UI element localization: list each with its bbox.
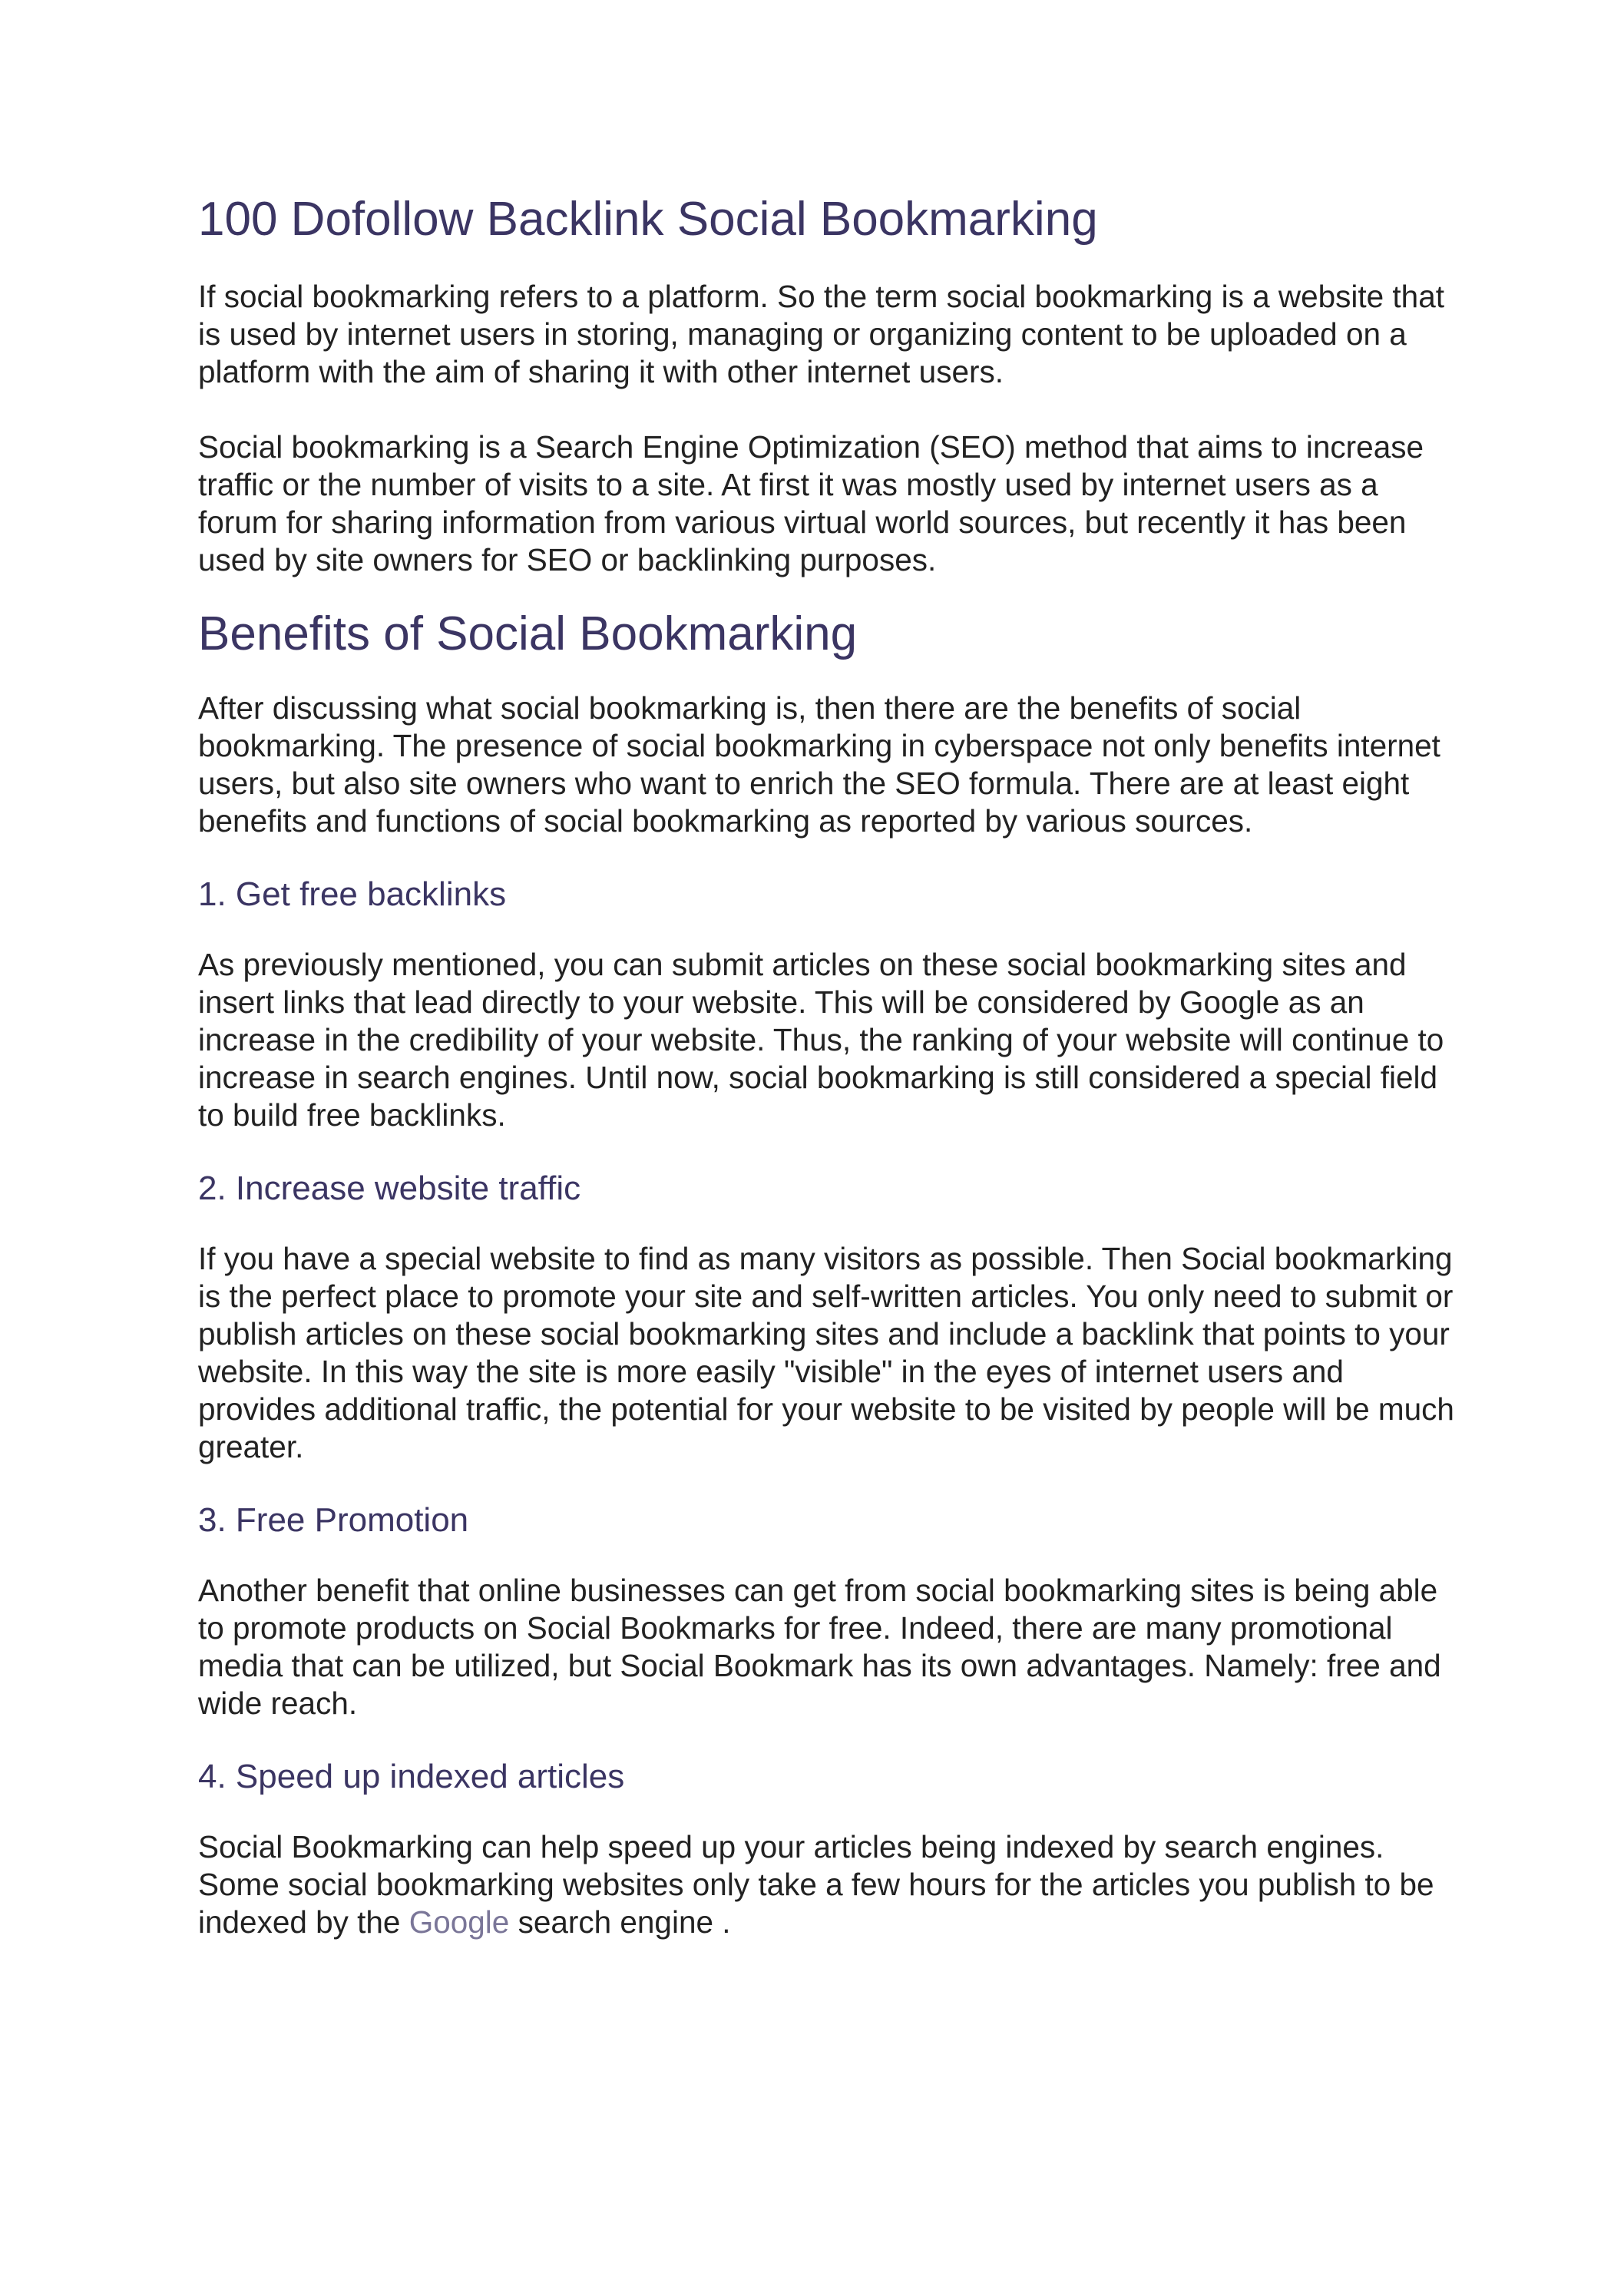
benefit-1-paragraph: As previously mentioned, you can submit articles on these social bookmarking sites and insert links that lead directly to your website. This will be considered by Google as an increase in the credibility of your website. Thus, the ranking of your website will continue to increase in search engines. Until now, social bookmarking is still considered a special field to build free backlinks.	[198, 947, 1444, 1133]
benefit-1-heading: 1. Get free backlinks	[198, 875, 507, 913]
intro-paragraph-2: Social bookmarking is a Search Engine Optimization (SEO) method that aims to increase traffic or the number of visits to a site. At first it was mostly used by internet users as a forum for sharing information from various virtual world sources, but recently it has been used by site owners for SEO or backlinking purposes.	[198, 429, 1424, 577]
benefit-4-text-after-link: search engine .	[509, 1904, 731, 1940]
benefit-2-paragraph: If you have a special website to find as many visitors as possible. Then Social bookmarking is the perfect place to promote your site and self-written articles. You only need to submit or publish articles on these social bookmarking sites and include a backlink that points to your website. In this way the site is more easily "visible" in the eyes of internet users and provides additional traffic, the potential for your website to be visited by people will be much greater.	[198, 1241, 1454, 1464]
benefits-intro-paragraph: After discussing what social bookmarking is, then there are the benefits of social bookmarking. The presence of social bookmarking in cyberspace not only benefits internet users, but also site owners who want to enrich the SEO formula. There are at least eight benefits and functions of social bookmarking as reported by various sources.	[198, 690, 1440, 839]
benefits-heading: Benefits of Social Bookmarking	[198, 607, 858, 660]
benefit-3-heading: 3. Free Promotion	[198, 1501, 469, 1539]
google-link[interactable]: Google	[408, 1904, 510, 1940]
page-title: 100 Dofollow Backlink Social Bookmarking	[198, 193, 1098, 246]
benefit-4-paragraph	[198, 1828, 1457, 1941]
benefit-4-text-before-link: Social Bookmarking can help speed up your articles being indexed by search engines. Some social bookmarking websites only take a few hours for the articles you publish to be indexed by the	[198, 1829, 1434, 1940]
document-page	[198, 192, 1457, 1947]
benefit-4-heading: 4. Speed up indexed articles	[198, 1758, 625, 1795]
benefit-3-paragraph: Another benefit that online businesses can get from social bookmarking sites is being able to promote products on Social Bookmarks for free. Indeed, there are many promotional media that can be utilized, but Social Bookmark has its own advantages. Namely: free and wide reach.	[198, 1573, 1441, 1721]
benefit-2-heading: 2. Increase website traffic	[198, 1170, 581, 1207]
intro-paragraph-1: If social bookmarking refers to a platform. So the term social bookmarking is a website that is used by internet users in storing, managing or organizing content to be uploaded on a platform with the aim of sharing it with other internet users.	[198, 279, 1444, 389]
